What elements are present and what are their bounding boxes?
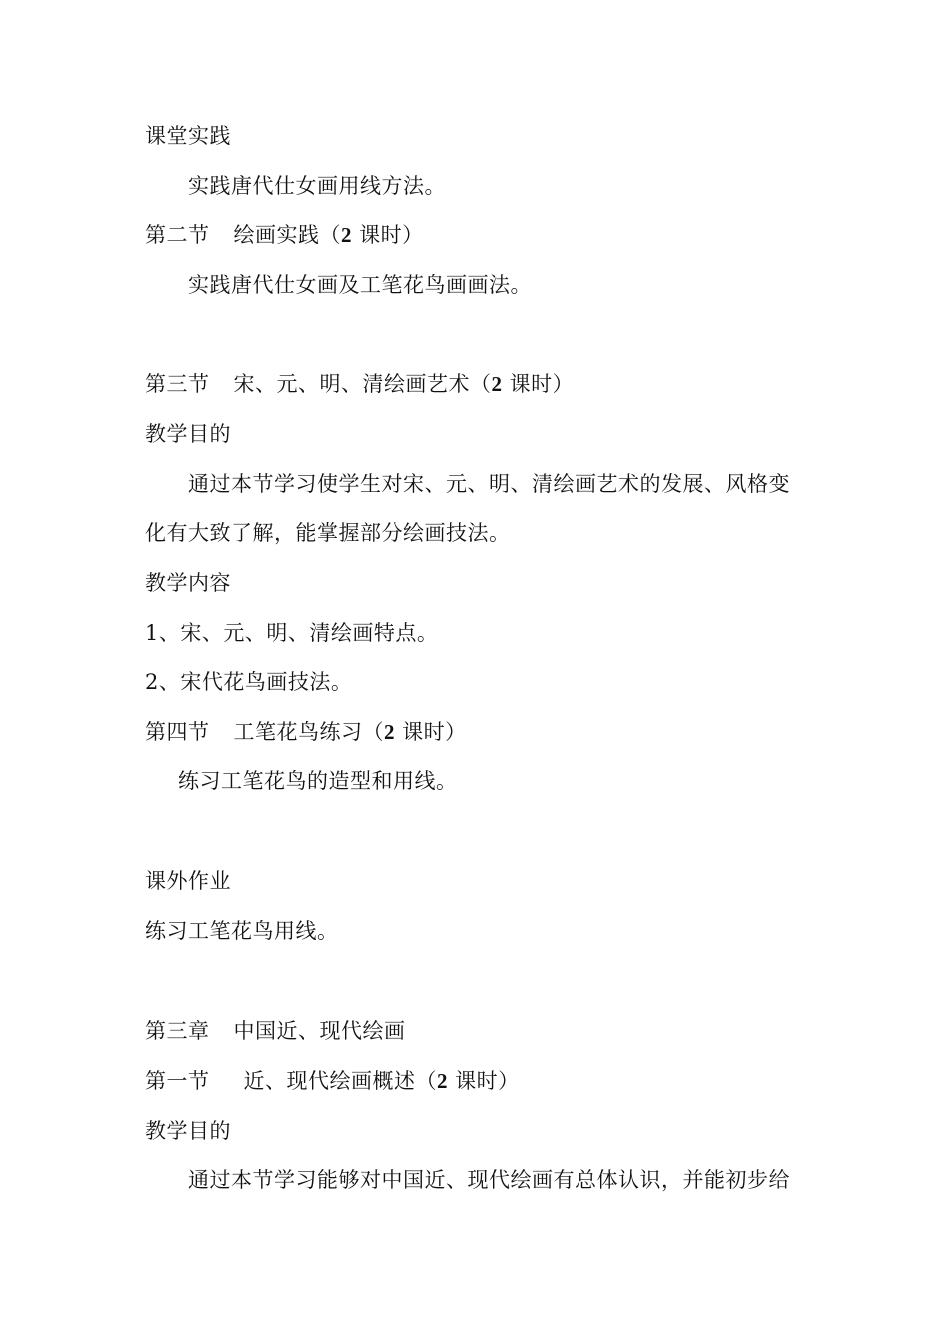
section-number: 第三节 xyxy=(145,372,210,396)
heading-teaching-purpose-2: 教学目的 xyxy=(145,1119,231,1143)
paragraph-homework: 练习工笔花鸟用线。 xyxy=(145,919,339,943)
hours-number: 2 xyxy=(491,372,503,396)
paragraph-purpose-modern: 通过本节学习能够对中国近、现代绘画有总体认识，并能初步给 xyxy=(188,1168,790,1192)
section-number: 第一节 xyxy=(145,1069,210,1093)
hours-number: 2 xyxy=(341,223,352,247)
heading-teaching-purpose: 教学目的 xyxy=(145,422,231,446)
heading-homework: 课外作业 xyxy=(145,869,231,893)
heading-classroom-practice: 课堂实践 xyxy=(145,124,231,148)
section-number: 第二节 xyxy=(145,223,210,247)
section-heading-3: 第三节 宋、元、明、清绘画艺术（2 课时） xyxy=(145,372,575,396)
paragraph-practice-methods: 实践唐代仕女画及工笔花鸟画画法。 xyxy=(188,273,532,297)
hours-number: 2 xyxy=(437,1069,448,1093)
paragraph-practice-gongbi: 练习工笔花鸟的造型和用线。 xyxy=(178,769,458,793)
section-title: 工笔花鸟练习（ xyxy=(233,720,384,744)
list-item-2: 2、宋代花鸟画技法。 xyxy=(145,670,353,694)
chapter-heading-3 xyxy=(145,1017,406,1045)
section-number: 第四节 xyxy=(145,720,210,744)
paragraph-purpose-line-1: 通过本节学习使学生对宋、元、明、清绘画艺术的发展、风格变 xyxy=(188,472,790,496)
section-title: 近、现代绘画概述（ xyxy=(243,1069,437,1093)
heading-teaching-content: 教学内容 xyxy=(145,571,231,595)
chapter-number: 第三章 xyxy=(145,1019,210,1043)
paragraph-practice-line-method: 实践唐代仕女画用线方法。 xyxy=(188,174,446,198)
list-item-1: 1、宋、元、明、清绘画特点。 xyxy=(145,621,439,645)
chapter-title: 中国近、现代绘画 xyxy=(233,1019,406,1043)
section-heading-1: 第一节 近、现代绘画概述（2 课时） xyxy=(145,1069,520,1093)
section-title: 宋、元、明、清绘画艺术（ xyxy=(233,372,492,396)
section-heading-4: 第四节 工笔花鸟练习（2 课时） xyxy=(145,720,467,744)
section-title: 绘画实践（ xyxy=(233,223,341,247)
hours-number: 2 xyxy=(384,720,395,744)
section-heading-2: 第二节 绘画实践（2 课时） xyxy=(145,223,424,247)
paragraph-purpose-line-2: 化有大致了解，能掌握部分绘画技法。 xyxy=(145,521,511,545)
